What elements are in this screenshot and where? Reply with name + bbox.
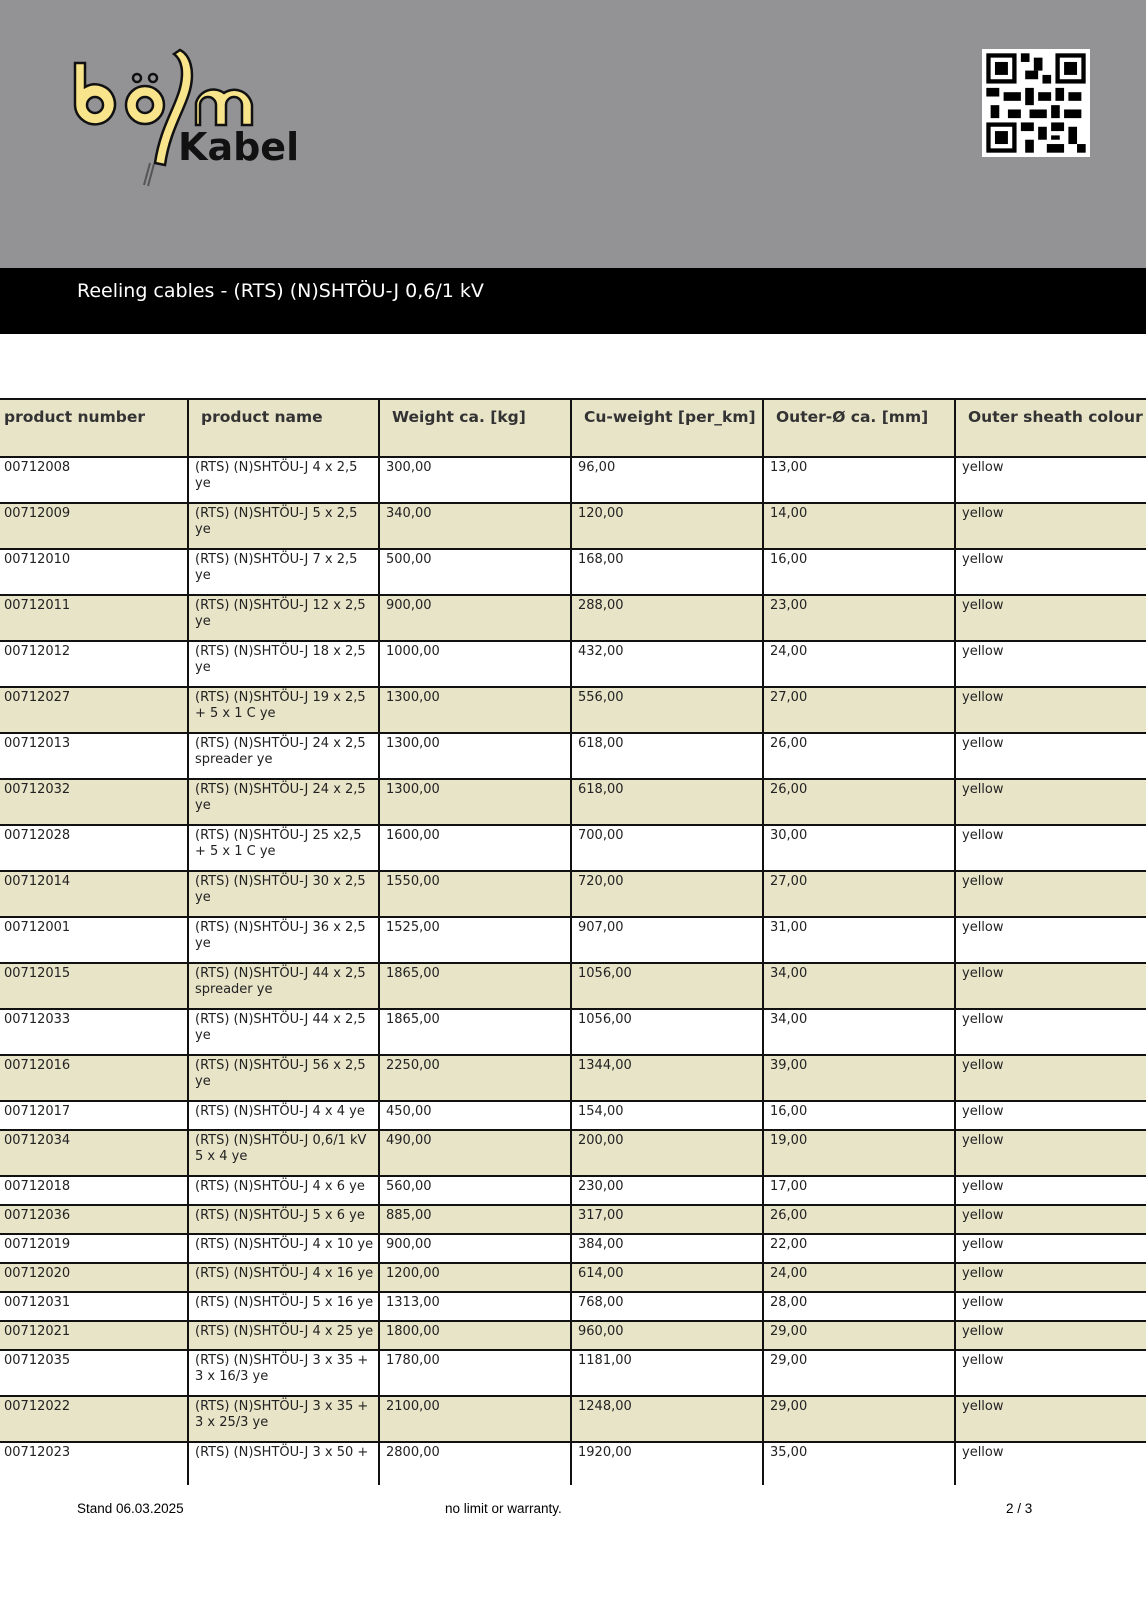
outer-diameter-cell: 35,00 (763, 1442, 955, 1485)
table-row (0, 641, 1146, 687)
cu-weight-cell: 614,00 (571, 1263, 763, 1292)
product-name-cell: (RTS) (N)SHTÖU-J 5 x 6 ye (188, 1205, 379, 1234)
cu-weight-cell: 288,00 (571, 595, 763, 641)
weight-cell: 1780,00 (379, 1350, 571, 1396)
cu-weight-cell: 1181,00 (571, 1350, 763, 1396)
product-name-cell: (RTS) (N)SHTÖU-J 5 x 2,5 ye (188, 503, 379, 549)
product-name-cell: (RTS) (N)SHTÖU-J 3 x 50 + (188, 1442, 379, 1485)
sheath-colour-cell: yellow (955, 1292, 1146, 1321)
outer-diameter-cell: 26,00 (763, 1205, 955, 1234)
table-row (0, 1101, 1146, 1130)
cu-weight-cell: 1920,00 (571, 1442, 763, 1485)
qr-code (982, 49, 1090, 157)
sheath-colour-cell: yellow (955, 1176, 1146, 1205)
outer-diameter-cell: 19,00 (763, 1130, 955, 1176)
weight-cell: 560,00 (379, 1176, 571, 1205)
product-number-cell: 00712012 (0, 641, 188, 687)
outer-diameter-cell: 29,00 (763, 1396, 955, 1442)
table-row (0, 1176, 1146, 1205)
cu-weight-cell: 1344,00 (571, 1055, 763, 1101)
table-row (0, 825, 1146, 871)
product-number-cell: 00712034 (0, 1130, 188, 1176)
cu-weight-cell: 720,00 (571, 871, 763, 917)
sheath-colour-cell: yellow (955, 1101, 1146, 1130)
sheath-colour-cell: yellow (955, 1055, 1146, 1101)
table-row (0, 779, 1146, 825)
cu-weight-cell: 384,00 (571, 1234, 763, 1263)
product-number-cell: 00712031 (0, 1292, 188, 1321)
product-name-cell: (RTS) (N)SHTÖU-J 19 x 2,5 + 5 x 1 C ye (188, 687, 379, 733)
cu-weight-cell: 768,00 (571, 1292, 763, 1321)
sheath-colour-cell: yellow (955, 1130, 1146, 1176)
table-row (0, 1055, 1146, 1101)
outer-diameter-cell: 26,00 (763, 779, 955, 825)
outer-diameter-cell: 22,00 (763, 1234, 955, 1263)
product-number-cell: 00712018 (0, 1176, 188, 1205)
product-number-cell: 00712009 (0, 503, 188, 549)
weight-cell: 1200,00 (379, 1263, 571, 1292)
table-row (0, 871, 1146, 917)
product-number-cell: 00712035 (0, 1350, 188, 1396)
outer-diameter-cell: 13,00 (763, 457, 955, 503)
product-number-cell: 00712015 (0, 963, 188, 1009)
weight-cell: 450,00 (379, 1101, 571, 1130)
column-header-weight: Weight ca. [kg] (379, 399, 571, 457)
table-row (0, 1321, 1146, 1350)
weight-cell: 300,00 (379, 457, 571, 503)
product-name-cell: (RTS) (N)SHTÖU-J 4 x 6 ye (188, 1176, 379, 1205)
cu-weight-cell: 1056,00 (571, 1009, 763, 1055)
product-number-cell: 00712023 (0, 1442, 188, 1485)
weight-cell: 900,00 (379, 1234, 571, 1263)
product-name-cell: (RTS) (N)SHTÖU-J 7 x 2,5 ye (188, 549, 379, 595)
product-name-cell: (RTS) (N)SHTÖU-J 4 x 10 ye (188, 1234, 379, 1263)
sheath-colour-cell: yellow (955, 1321, 1146, 1350)
cu-weight-cell: 230,00 (571, 1176, 763, 1205)
weight-cell: 2100,00 (379, 1396, 571, 1442)
weight-cell: 340,00 (379, 503, 571, 549)
cu-weight-cell: 618,00 (571, 733, 763, 779)
column-header-cu-weight: Cu-weight [per_km] (571, 399, 763, 457)
sheath-colour-cell: yellow (955, 1442, 1146, 1485)
cu-weight-cell: 556,00 (571, 687, 763, 733)
product-number-cell: 00712036 (0, 1205, 188, 1234)
cu-weight-cell: 907,00 (571, 917, 763, 963)
outer-diameter-cell: 34,00 (763, 963, 955, 1009)
sheath-colour-cell: yellow (955, 595, 1146, 641)
product-name-cell: (RTS) (N)SHTÖU-J 12 x 2,5 ye (188, 595, 379, 641)
column-header-product-number: product number (0, 399, 188, 457)
product-name-cell: (RTS) (N)SHTÖU-J 4 x 4 ye (188, 1101, 379, 1130)
column-header-outer-diameter: Outer-Ø ca. [mm] (763, 399, 955, 457)
product-number-cell: 00712020 (0, 1263, 188, 1292)
product-name-cell: (RTS) (N)SHTÖU-J 36 x 2,5 ye (188, 917, 379, 963)
weight-cell: 1525,00 (379, 917, 571, 963)
sheath-colour-cell: yellow (955, 733, 1146, 779)
table-row (0, 1292, 1146, 1321)
product-number-cell: 00712028 (0, 825, 188, 871)
table-row (0, 1234, 1146, 1263)
product-name-cell: (RTS) (N)SHTÖU-J 5 x 16 ye (188, 1292, 379, 1321)
column-header-product-name: product name (188, 399, 379, 457)
product-number-cell: 00712016 (0, 1055, 188, 1101)
column-header-sheath-colour: Outer sheath colour (955, 399, 1146, 457)
table-body (0, 457, 1146, 1485)
weight-cell: 490,00 (379, 1130, 571, 1176)
product-number-cell: 00712021 (0, 1321, 188, 1350)
product-name-cell: (RTS) (N)SHTÖU-J 4 x 16 ye (188, 1263, 379, 1292)
table-row (0, 503, 1146, 549)
table-row (0, 1130, 1146, 1176)
outer-diameter-cell: 16,00 (763, 1101, 955, 1130)
product-name-cell: (RTS) (N)SHTÖU-J 4 x 2,5 ye (188, 457, 379, 503)
table-row (0, 733, 1146, 779)
sheath-colour-cell: yellow (955, 457, 1146, 503)
sheath-colour-cell: yellow (955, 779, 1146, 825)
outer-diameter-cell: 24,00 (763, 1263, 955, 1292)
sheath-colour-cell: yellow (955, 687, 1146, 733)
outer-diameter-cell: 23,00 (763, 595, 955, 641)
product-name-cell: (RTS) (N)SHTÖU-J 4 x 25 ye (188, 1321, 379, 1350)
product-number-cell: 00712011 (0, 595, 188, 641)
product-number-cell: 00712032 (0, 779, 188, 825)
product-name-cell: (RTS) (N)SHTÖU-J 3 x 35 + 3 x 25/3 ye (188, 1396, 379, 1442)
sheath-colour-cell: yellow (955, 871, 1146, 917)
sheath-colour-cell: yellow (955, 1234, 1146, 1263)
sheath-colour-cell: yellow (955, 1396, 1146, 1442)
cu-weight-cell: 96,00 (571, 457, 763, 503)
product-name-cell: (RTS) (N)SHTÖU-J 24 x 2,5 spreader ye (188, 733, 379, 779)
product-name-cell: (RTS) (N)SHTÖU-J 0,6/1 kV 5 x 4 ye (188, 1130, 379, 1176)
cu-weight-cell: 960,00 (571, 1321, 763, 1350)
table-row (0, 1009, 1146, 1055)
weight-cell: 1865,00 (379, 1009, 571, 1055)
weight-cell: 900,00 (379, 595, 571, 641)
table-row (0, 687, 1146, 733)
product-number-cell: 00712008 (0, 457, 188, 503)
weight-cell: 1800,00 (379, 1321, 571, 1350)
cu-weight-cell: 120,00 (571, 503, 763, 549)
cu-weight-cell: 618,00 (571, 779, 763, 825)
cu-weight-cell: 432,00 (571, 641, 763, 687)
weight-cell: 1865,00 (379, 963, 571, 1009)
table-row (0, 457, 1146, 503)
sheath-colour-cell: yellow (955, 549, 1146, 595)
table-row (0, 1396, 1146, 1442)
outer-diameter-cell: 39,00 (763, 1055, 955, 1101)
sheath-colour-cell: yellow (955, 1263, 1146, 1292)
outer-diameter-cell: 27,00 (763, 871, 955, 917)
outer-diameter-cell: 30,00 (763, 825, 955, 871)
product-name-cell: (RTS) (N)SHTÖU-J 24 x 2,5 ye (188, 779, 379, 825)
header-band (0, 0, 1146, 268)
table-header-row (0, 399, 1146, 457)
weight-cell: 500,00 (379, 549, 571, 595)
product-name-cell: (RTS) (N)SHTÖU-J 44 x 2,5 spreader ye (188, 963, 379, 1009)
weight-cell: 1300,00 (379, 687, 571, 733)
sheath-colour-cell: yellow (955, 917, 1146, 963)
cu-weight-cell: 1248,00 (571, 1396, 763, 1442)
product-name-cell: (RTS) (N)SHTÖU-J 18 x 2,5 ye (188, 641, 379, 687)
outer-diameter-cell: 28,00 (763, 1292, 955, 1321)
cu-weight-cell: 700,00 (571, 825, 763, 871)
weight-cell: 1550,00 (379, 871, 571, 917)
product-table-container (0, 398, 1146, 1485)
sheath-colour-cell: yellow (955, 963, 1146, 1009)
cu-weight-cell: 1056,00 (571, 963, 763, 1009)
outer-diameter-cell: 14,00 (763, 503, 955, 549)
bohm-kabel-logo (70, 45, 310, 195)
weight-cell: 1300,00 (379, 779, 571, 825)
sheath-colour-cell: yellow (955, 825, 1146, 871)
outer-diameter-cell: 29,00 (763, 1350, 955, 1396)
cu-weight-cell: 168,00 (571, 549, 763, 595)
footer-page-number: 2 / 3 (1006, 1501, 1033, 1516)
outer-diameter-cell: 16,00 (763, 549, 955, 595)
weight-cell: 1000,00 (379, 641, 571, 687)
outer-diameter-cell: 34,00 (763, 1009, 955, 1055)
product-number-cell: 00712027 (0, 687, 188, 733)
table-row (0, 1205, 1146, 1234)
product-table (0, 398, 1146, 1485)
product-number-cell: 00712010 (0, 549, 188, 595)
title-bar (0, 268, 1146, 334)
weight-cell: 1300,00 (379, 733, 571, 779)
product-number-cell: 00712019 (0, 1234, 188, 1263)
product-name-cell: (RTS) (N)SHTÖU-J 44 x 2,5 ye (188, 1009, 379, 1055)
product-number-cell: 00712017 (0, 1101, 188, 1130)
table-row (0, 549, 1146, 595)
outer-diameter-cell: 27,00 (763, 687, 955, 733)
product-name-cell: (RTS) (N)SHTÖU-J 3 x 35 + 3 x 16/3 ye (188, 1350, 379, 1396)
sheath-colour-cell: yellow (955, 641, 1146, 687)
table-row (0, 1350, 1146, 1396)
footer-disclaimer: no limit or warranty. (445, 1501, 562, 1516)
sheath-colour-cell: yellow (955, 503, 1146, 549)
sheath-colour-cell: yellow (955, 1009, 1146, 1055)
cu-weight-cell: 154,00 (571, 1101, 763, 1130)
weight-cell: 885,00 (379, 1205, 571, 1234)
cu-weight-cell: 317,00 (571, 1205, 763, 1234)
product-number-cell: 00712022 (0, 1396, 188, 1442)
product-number-cell: 00712033 (0, 1009, 188, 1055)
sheath-colour-cell: yellow (955, 1205, 1146, 1234)
footer-date: Stand 06.03.2025 (77, 1501, 184, 1516)
weight-cell: 2250,00 (379, 1055, 571, 1101)
product-number-cell: 00712001 (0, 917, 188, 963)
weight-cell: 1313,00 (379, 1292, 571, 1321)
product-number-cell: 00712013 (0, 733, 188, 779)
product-name-cell: (RTS) (N)SHTÖU-J 56 x 2,5 ye (188, 1055, 379, 1101)
sheath-colour-cell: yellow (955, 1350, 1146, 1396)
outer-diameter-cell: 24,00 (763, 641, 955, 687)
outer-diameter-cell: 31,00 (763, 917, 955, 963)
weight-cell: 2800,00 (379, 1442, 571, 1485)
product-number-cell: 00712014 (0, 871, 188, 917)
table-row (0, 963, 1146, 1009)
logo-kabel-text: Kabel (178, 125, 300, 169)
table-row (0, 1442, 1146, 1485)
weight-cell: 1600,00 (379, 825, 571, 871)
outer-diameter-cell: 17,00 (763, 1176, 955, 1205)
outer-diameter-cell: 29,00 (763, 1321, 955, 1350)
table-row (0, 1263, 1146, 1292)
table-row (0, 595, 1146, 641)
product-name-cell: (RTS) (N)SHTÖU-J 25 x2,5 + 5 x 1 C ye (188, 825, 379, 871)
cu-weight-cell: 200,00 (571, 1130, 763, 1176)
outer-diameter-cell: 26,00 (763, 733, 955, 779)
product-name-cell: (RTS) (N)SHTÖU-J 30 x 2,5 ye (188, 871, 379, 917)
table-row (0, 917, 1146, 963)
page-title: Reeling cables - (RTS) (N)SHTÖU-J 0,6/1 kV (77, 280, 484, 302)
